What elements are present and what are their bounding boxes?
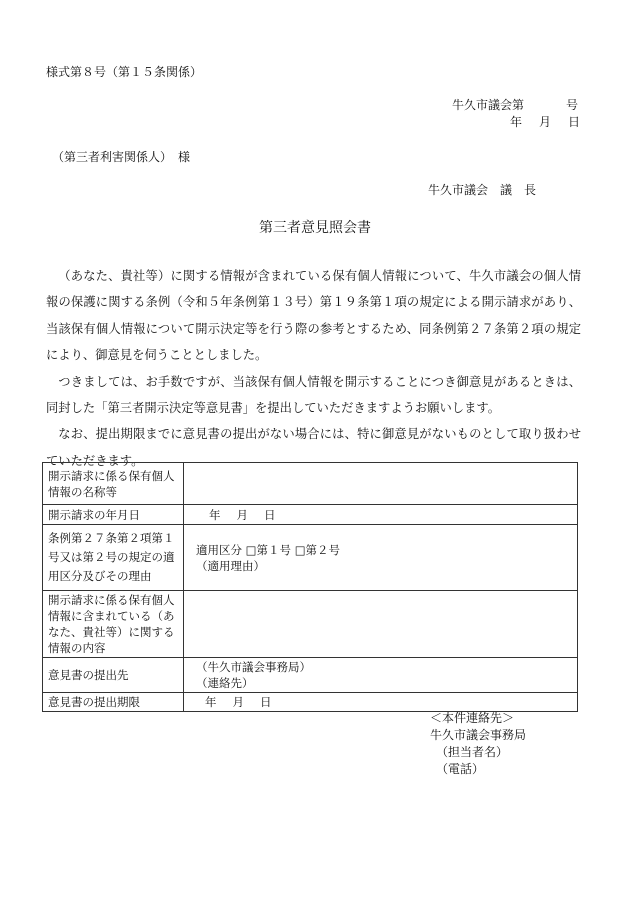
document-title: 第三者意見照会書 <box>259 220 371 236</box>
form-number: 様式第８号（第１５条関係） <box>46 65 203 79</box>
row-label-submission-destination: 意見書の提出先 <box>43 658 184 693</box>
row-label-info-content: 開示請求に係る保有個人情報に含まれている（あなた、貴社等）に関する情報の内容 <box>43 591 184 658</box>
category-options <box>196 542 572 558</box>
row-label-request-date: 開示請求の年月日 <box>43 505 184 525</box>
category-option-2: □第２号 <box>294 542 341 557</box>
body-paragraph-3: なお、提出期限までに意見書の提出がない場合には、特に御意見がないものとして取り扱わせていただきます。 <box>46 427 581 468</box>
contact-office: 牛久市議会事務局 <box>430 728 527 742</box>
row-label-applicable-category: 条例第２７条第２項第１号又は第２号の規定の適用区分及びその理由 <box>43 525 184 591</box>
table-row <box>43 525 578 591</box>
body-paragraph-1: （あなた、貴社等）に関する情報が含まれている保有個人情報について、牛久市議会の個人情報の保護に関する条例（令和５年条例第１３号）第１９条第１項の規定による開示請求があり、当該保有個人情報について開示決定等を行う際の参考とするため、同条例第２７条第２項の規定により、御意見を伺うこととしました。 <box>46 269 581 363</box>
body-text <box>46 263 581 474</box>
destination-office: （牛久市議会事務局） <box>196 660 311 674</box>
contact-block <box>430 710 526 778</box>
addressee: （第三者利害関係人） 様 <box>52 150 191 164</box>
table-row <box>43 591 578 658</box>
issue-date <box>510 113 580 130</box>
row-value-submission-deadline <box>184 693 578 712</box>
contact-person: （担当者名） <box>436 745 509 759</box>
request-date-day: 日 <box>264 507 276 522</box>
deadline-day: 日 <box>260 695 272 709</box>
row-value-info-content <box>184 591 578 658</box>
category-option-1: □第１号 <box>245 542 292 557</box>
table-row <box>43 463 578 505</box>
category-label: 適用区分 <box>196 542 242 557</box>
row-label-submission-deadline: 意見書の提出期限 <box>43 693 184 712</box>
row-value-info-name <box>184 463 578 505</box>
contact-phone: （電話） <box>436 762 485 776</box>
table-row <box>43 505 578 525</box>
sender: 牛久市議会 議 長 <box>428 183 537 197</box>
row-value-applicable-category <box>184 525 578 591</box>
request-date-month: 月 <box>236 507 248 522</box>
row-value-request-date <box>184 505 578 525</box>
deadline-month: 月 <box>232 695 244 709</box>
issue-date-day: 日 <box>567 115 580 129</box>
info-table <box>42 462 578 712</box>
table-row <box>43 658 578 693</box>
row-value-submission-destination <box>184 658 578 693</box>
destination-contact: （連絡先） <box>196 676 254 690</box>
reason-label: （適用理由） <box>196 558 265 573</box>
issue-date-year: 年 <box>510 115 523 129</box>
reference-prefix: 牛久市議会第 <box>452 98 525 112</box>
row-label-info-name: 開示請求に係る保有個人情報の名称等 <box>43 463 184 505</box>
reference-suffix: 号 <box>565 98 578 112</box>
body-paragraph-2: つきましては、お手数ですが、当該保有個人情報を開示することにつき御意見があるときは、同封した「第三者開示決定等意見書」を提出していただきますようお願いします。 <box>46 374 581 416</box>
deadline-year: 年 <box>205 695 217 709</box>
table-row <box>43 693 578 712</box>
reference-number <box>452 96 578 113</box>
issue-date-month: 月 <box>538 115 551 129</box>
contact-heading: ＜本件連絡先＞ <box>430 711 515 725</box>
request-date-year: 年 <box>209 507 221 522</box>
